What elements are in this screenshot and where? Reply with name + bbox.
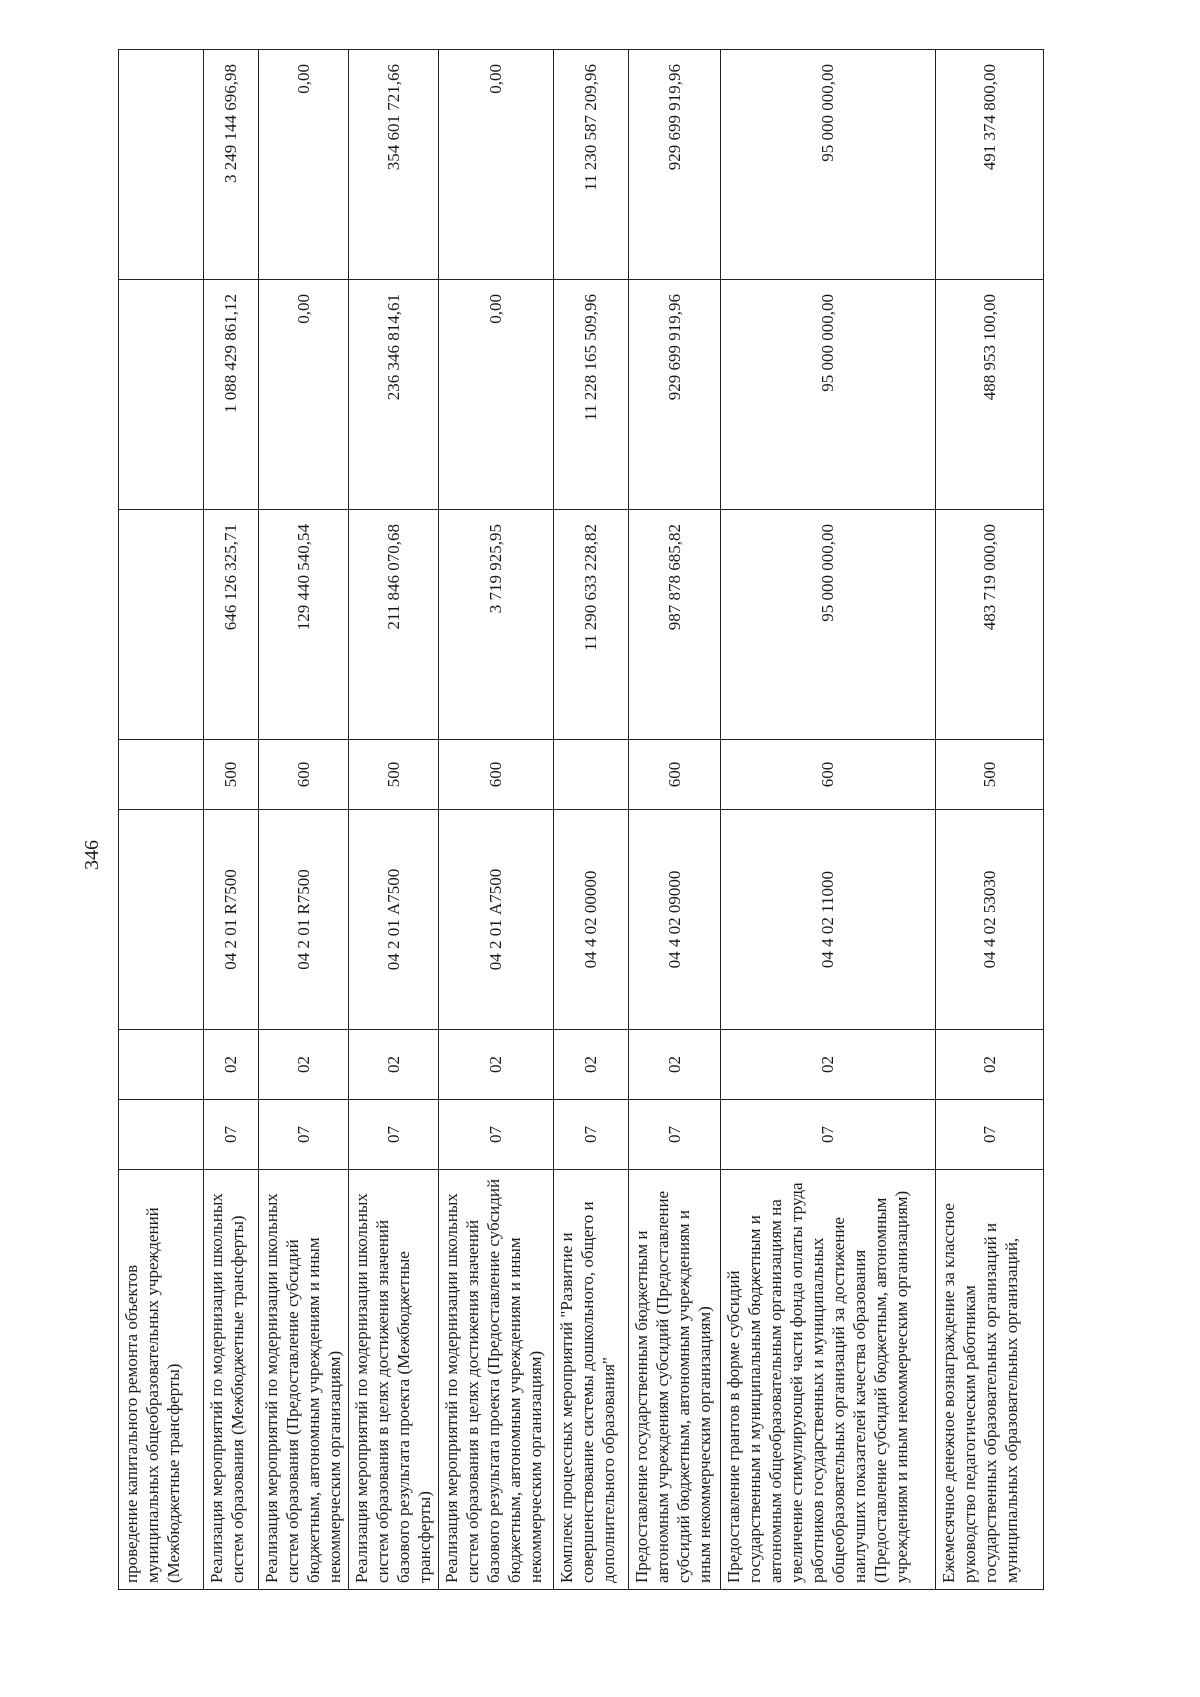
table-row: [629, 50, 721, 1590]
table-row: [936, 50, 1044, 1590]
row-target-code: 04 4 02 09000: [629, 810, 721, 1030]
table-row: [204, 50, 259, 1590]
row-subsection: 02: [259, 1030, 349, 1100]
row-expense-type: 600: [629, 740, 721, 810]
row-expense-type: 500: [204, 740, 259, 810]
table-row: [439, 50, 554, 1590]
row-section: 07: [629, 1100, 721, 1170]
row-subsection: 02: [721, 1030, 936, 1100]
row-amount-1: [119, 510, 204, 740]
row-section: 07: [349, 1100, 439, 1170]
row-subsection: 02: [439, 1030, 554, 1100]
row-amount-2: [119, 280, 204, 510]
row-amount-2: 1 088 429 861,12: [204, 280, 259, 510]
row-amount-2: 11 228 165 509,96: [554, 280, 629, 510]
row-name: Реализация мероприятий по модернизации школьных систем образования в целях достижения значений базового результата проекта (Межбюджетные трансферты): [349, 1170, 439, 1590]
row-amount-3: [119, 50, 204, 280]
row-amount-3: 491 374 800,00: [936, 50, 1044, 280]
row-amount-2: 929 699 919,96: [629, 280, 721, 510]
table-row: [259, 50, 349, 1590]
row-amount-2: 0,00: [259, 280, 349, 510]
row-name: Реализация мероприятий по модернизации школьных систем образования в целях достижения значений базового результата проекта (Предоставление субсидий бюджетным, автономным учреждениям и иным некоммерческим организациям): [439, 1170, 554, 1590]
row-name: проведение капитального ремонта объектов муниципальных общеобразовательных учреждений (Межбюджетные трансферты): [119, 1170, 204, 1590]
row-name: Ежемесячное денежное вознаграждение за классное руководство педагогическим работникам государственных образовательных организаций и муниципальных образовательных организаций,: [936, 1170, 1044, 1590]
row-name: Комплекс процессных мероприятий "Развитие и совершенствование системы дошкольного, общего и дополнительного образования": [554, 1170, 629, 1590]
row-target-code: 04 4 02 11000: [721, 810, 936, 1030]
row-name: Реализация мероприятий по модернизации школьных систем образования (Межбюджетные трансферты): [204, 1170, 259, 1590]
row-expense-type: 500: [349, 740, 439, 810]
table-row: [349, 50, 439, 1590]
row-amount-3: 3 249 144 696,98: [204, 50, 259, 280]
row-name: Предоставление государственным бюджетным и автономным учреждениям субсидий (Предоставление субсидий бюджетным, автономным учреждениям и иным некоммерческим организациям): [629, 1170, 721, 1590]
row-target-code: [119, 810, 204, 1030]
row-amount-3: 0,00: [439, 50, 554, 280]
row-expense-type: 500: [936, 740, 1044, 810]
row-amount-3: 95 000 000,00: [721, 50, 936, 280]
row-amount-3: 0,00: [259, 50, 349, 280]
row-section: 07: [936, 1100, 1044, 1170]
row-amount-3: 11 230 587 209,96: [554, 50, 629, 280]
row-target-code: 04 2 01 А7500: [349, 810, 439, 1030]
budget-table: [118, 49, 1044, 1590]
row-target-code: 04 4 02 53030: [936, 810, 1044, 1030]
row-amount-3: 929 699 919,96: [629, 50, 721, 280]
row-section: 07: [721, 1100, 936, 1170]
page-number: 346: [81, 840, 103, 870]
row-target-code: 04 2 01 R7500: [204, 810, 259, 1030]
row-section: [119, 1100, 204, 1170]
row-subsection: [119, 1030, 204, 1100]
row-expense-type: 600: [721, 740, 936, 810]
row-amount-3: 354 601 721,66: [349, 50, 439, 280]
row-subsection: 02: [204, 1030, 259, 1100]
rotated-table-wrapper: [118, 50, 1043, 1590]
table-row: [119, 50, 204, 1590]
row-section: 07: [259, 1100, 349, 1170]
row-amount-1: 646 126 325,71: [204, 510, 259, 740]
row-subsection: 02: [554, 1030, 629, 1100]
row-amount-2: 488 953 100,00: [936, 280, 1044, 510]
row-amount-1: 987 878 685,82: [629, 510, 721, 740]
table-row: [721, 50, 936, 1590]
table-row: [554, 50, 629, 1590]
row-amount-1: 211 846 070,68: [349, 510, 439, 740]
row-amount-2: 95 000 000,00: [721, 280, 936, 510]
row-amount-1: 483 719 000,00: [936, 510, 1044, 740]
row-section: 07: [554, 1100, 629, 1170]
row-amount-2: 236 346 814,61: [349, 280, 439, 510]
row-target-code: 04 2 01 R7500: [259, 810, 349, 1030]
row-subsection: 02: [349, 1030, 439, 1100]
row-expense-type: 600: [439, 740, 554, 810]
row-amount-2: 0,00: [439, 280, 554, 510]
row-subsection: 02: [936, 1030, 1044, 1100]
row-amount-1: 95 000 000,00: [721, 510, 936, 740]
row-target-code: 04 2 01 А7500: [439, 810, 554, 1030]
row-name: Реализация мероприятий по модернизации школьных систем образования (Предоставление субсидий бюджетным, автономным учреждениям и иным некоммерческим организациям): [259, 1170, 349, 1590]
row-subsection: 02: [629, 1030, 721, 1100]
row-section: 07: [439, 1100, 554, 1170]
row-name: Предоставление грантов в форме субсидий государственным и муниципальным бюджетным и автономным общеобразовательным организациям на увеличение стимулирующей части фонда оплаты труда работников государственных и муниципальных общеобразовательных организаций за достижение наилучших показателей качества образования (Предоставление субсидий бюджетным, автономным учреждениям и иным некоммерческим организациям): [721, 1170, 936, 1590]
row-amount-1: 3 719 925,95: [439, 510, 554, 740]
row-expense-type: 600: [259, 740, 349, 810]
row-target-code: 04 4 02 00000: [554, 810, 629, 1030]
row-amount-1: 11 290 633 228,82: [554, 510, 629, 740]
row-amount-1: 129 440 540,54: [259, 510, 349, 740]
row-expense-type: [554, 740, 629, 810]
row-section: 07: [204, 1100, 259, 1170]
row-expense-type: [119, 740, 204, 810]
